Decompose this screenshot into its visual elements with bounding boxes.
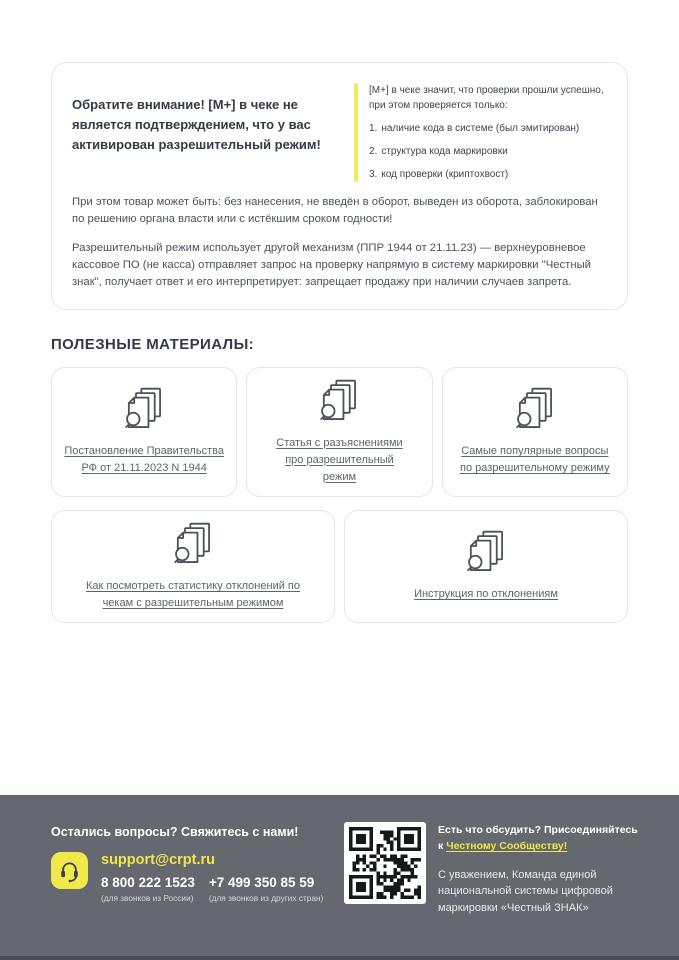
footer-bottom-edge <box>0 956 679 960</box>
community-invite: Есть что обсудить? Присоединяйтесь к Честному Сообществу! <box>438 824 638 853</box>
documents-search-icon <box>119 386 169 436</box>
phone-international-note: (для звонков из других стран) <box>208 893 324 903</box>
contact-title: Остались вопросы? Свяжитесь с нами! <box>51 825 299 839</box>
materials-row-2 <box>51 510 628 623</box>
documents-search-icon <box>461 529 511 579</box>
aside-intro: [М+] в чеке значит, что проверки прошли успешно, при этом проверяется только: <box>369 85 604 111</box>
material-card-instruction[interactable] <box>344 510 628 623</box>
notice-card <box>51 62 628 310</box>
material-card-article[interactable] <box>246 367 432 497</box>
documents-search-icon <box>168 521 218 571</box>
material-card-faq[interactable] <box>442 367 628 497</box>
material-card-ppr-1944[interactable] <box>51 367 237 497</box>
contact-block <box>51 825 344 960</box>
aside-item: 3. код проверки (криптохвост) <box>369 169 509 180</box>
aside-item: 1. наличие кода в системе (был эмитирован) <box>369 123 580 134</box>
qr-code <box>344 822 426 904</box>
notice-headline: Обратите внимание! [М+] в чеке не является подтверждением, что у вас активирован разрешительный режим! <box>72 97 321 153</box>
notice-paragraph-2: Разрешительный режим использует другой механизм (ППР 1944 от 21.11.23) — верхнеуровневое кассовое ПО (не касса) отправляет запрос на проверку напрямую в систему маркировки "Честный знак", получает ответ и его интерпретирует: запрещает продажу при наличии случаев запрета. <box>72 241 591 288</box>
support-email-link[interactable]: support@crpt.ru <box>101 852 216 868</box>
materials-section-title: ПОЛЕЗНЫЕ МАТЕРИАЛЫ: <box>51 335 255 353</box>
footer <box>0 795 679 960</box>
notice-aside <box>354 79 607 182</box>
community-link[interactable]: Честному Сообществу! <box>446 840 568 853</box>
signature: С уважением, Команда единой национальной системы цифровой маркировки «Честный ЗНАК» <box>438 868 613 914</box>
yellow-highlight-bar <box>354 83 358 182</box>
material-card-statistics[interactable] <box>51 510 335 623</box>
materials-row-1 <box>51 367 628 497</box>
phone-international-number[interactable]: +7 499 350 85 59 <box>208 875 315 890</box>
link-article[interactable]: Статья с разъяснениями про разрешительный режим <box>276 436 403 483</box>
notice-paragraph-1: При этом товар может быть: без нанесения, не введён в оборот, выведен из оборота, заблокирован по решению органа власти или с истёкшим сроком годности! <box>72 196 598 225</box>
documents-search-icon <box>314 378 364 428</box>
headset-support-icon <box>51 852 88 889</box>
aside-item: 2. структура кода маркировки <box>369 146 508 157</box>
phone-russia-number[interactable]: 8 800 222 1523 <box>101 875 195 890</box>
phone-russia-note: (для звонков из России) <box>101 893 194 903</box>
link-instruction[interactable]: Инструкция по отклонениям <box>414 588 558 601</box>
link-ppr-1944[interactable]: Постановление Правительства РФ от 21.11.2023 N 1944 <box>64 445 224 475</box>
aside-list <box>369 122 607 182</box>
phone-russia <box>101 875 195 903</box>
community-block <box>344 822 638 960</box>
documents-search-icon <box>510 386 560 436</box>
phone-international <box>209 875 324 903</box>
link-faq[interactable]: Самые популярные вопросы по разрешительному режиму <box>460 445 610 475</box>
link-statistics[interactable]: Как посмотреть статистику отклонений по чекам с разрешительным режимом <box>86 579 300 609</box>
